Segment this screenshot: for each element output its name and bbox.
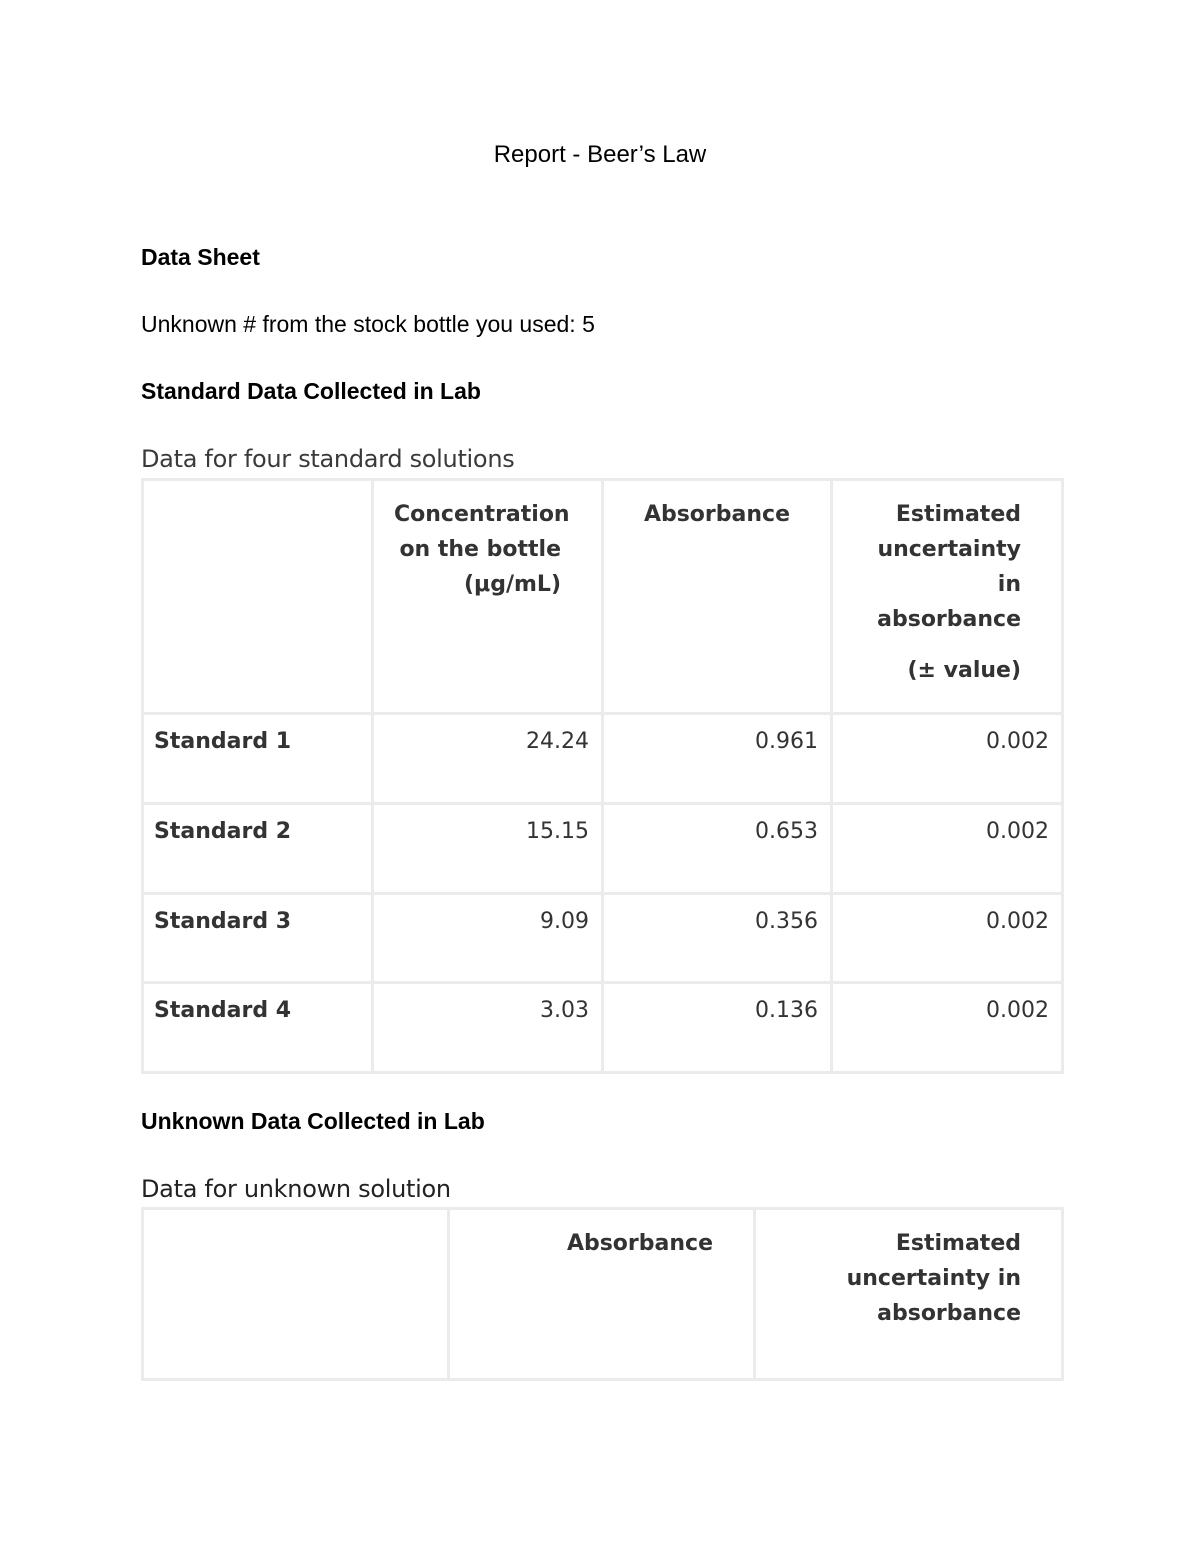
unknown-number-line: Unknown # from the stock bottle you used: 5 [141,311,595,337]
row-label: Standard 2 [143,804,373,894]
unknown-data-table [141,1207,1064,1381]
table-row [143,983,1063,1073]
uncertainty-value: 0.002 [832,804,1063,894]
table-row [143,714,1063,804]
header-empty-cell [143,1209,449,1380]
row-label: Standard 4 [143,983,373,1073]
header-absorbance: Absorbance [603,480,832,714]
concentration-value: 9.09 [373,894,603,983]
absorbance-value: 0.136 [603,983,832,1073]
uncertainty-value: 0.002 [832,714,1063,804]
absorbance-value: 0.653 [603,804,832,894]
uncertainty-value: 0.002 [832,983,1063,1073]
header-uncertainty-sub: (± value) [907,658,1021,683]
absorbance-value: 0.961 [603,714,832,804]
page-title: Report - Beer’s Law [493,141,707,168]
table-row [143,894,1063,983]
concentration-value: 3.03 [373,983,603,1073]
unknown-table-caption: Data for unknown solution [141,1175,451,1203]
header-uncertainty [832,480,1063,714]
header-uncertainty-label: Estimated uncertainty in absorbance [877,502,1021,632]
standard-table-header-row [143,480,1063,714]
section-heading-data-sheet: Data Sheet [141,244,260,270]
header-concentration: Concentration on the bottle (μg/mL) [373,480,603,714]
standard-table-caption: Data for four standard solutions [141,445,515,473]
header-absorbance: Absorbance [449,1209,755,1380]
concentration-value: 24.24 [373,714,603,804]
uncertainty-value: 0.002 [832,894,1063,983]
unknown-table-header-row [143,1209,1063,1380]
unknown-data-heading: Unknown Data Collected in Lab [141,1108,485,1134]
row-label: Standard 1 [143,714,373,804]
table-row [143,804,1063,894]
header-empty-cell [143,480,373,714]
absorbance-value: 0.356 [603,894,832,983]
header-uncertainty: Estimated uncertainty in absorbance [755,1209,1063,1380]
standard-data-table [141,478,1064,1074]
row-label: Standard 3 [143,894,373,983]
standard-data-heading: Standard Data Collected in Lab [141,378,481,404]
concentration-value: 15.15 [373,804,603,894]
